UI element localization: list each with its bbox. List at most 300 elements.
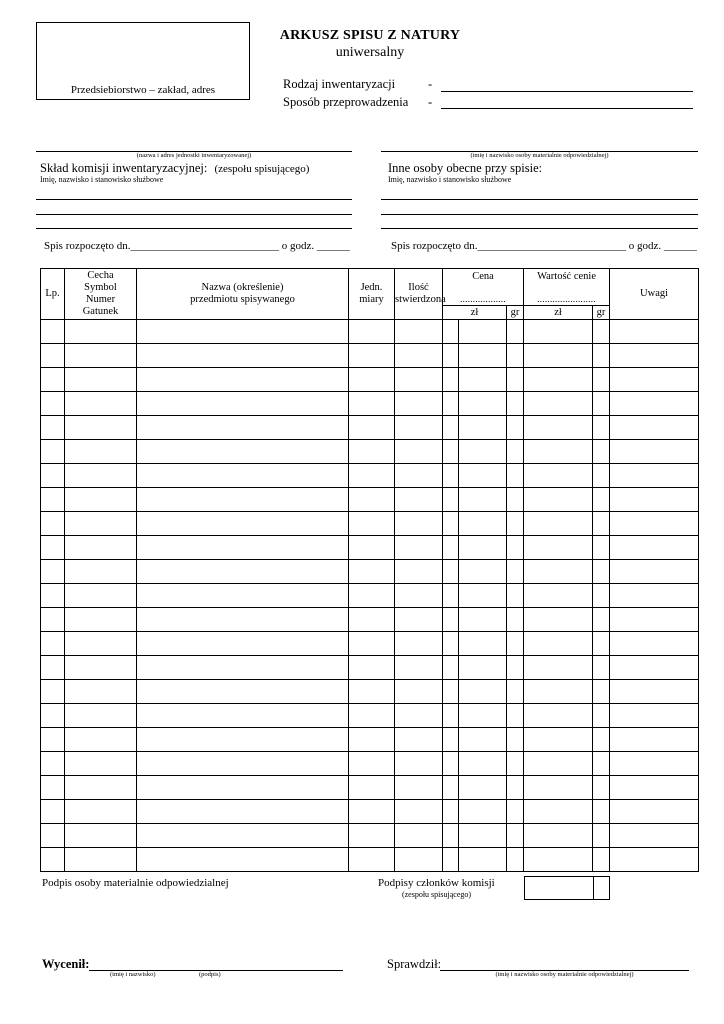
table-cell[interactable] [41,416,65,440]
table-cell[interactable] [65,728,137,752]
commission-line-2[interactable] [36,214,352,215]
table-cell[interactable] [610,656,699,680]
table-cell[interactable] [395,800,443,824]
table-cell[interactable] [137,464,349,488]
table-cell[interactable] [65,440,137,464]
table-cell[interactable] [349,704,395,728]
table-cell[interactable] [524,560,593,584]
table-cell[interactable] [610,344,699,368]
table-cell[interactable] [65,752,137,776]
table-cell[interactable] [65,776,137,800]
header-value-gr: gr [593,306,610,320]
table-cell[interactable] [41,824,65,848]
table-cell[interactable] [507,560,524,584]
table-cell[interactable] [524,320,593,344]
table-cell[interactable] [524,824,593,848]
table-cell[interactable] [41,728,65,752]
table-cell[interactable] [459,344,507,368]
table-cell[interactable] [395,656,443,680]
table-cell[interactable] [443,464,459,488]
table-cell[interactable] [41,536,65,560]
start-right-hour-label: o godz. [628,240,662,252]
others-line-1[interactable] [381,199,698,200]
table-cell[interactable] [41,776,65,800]
table-cell[interactable] [349,536,395,560]
table-cell[interactable] [507,848,524,872]
table-cell[interactable] [459,848,507,872]
table-cell[interactable] [137,824,349,848]
table-cell[interactable] [443,728,459,752]
table-cell[interactable] [443,824,459,848]
table-cell[interactable] [65,368,137,392]
table-cell[interactable] [41,632,65,656]
table-cell[interactable] [395,752,443,776]
table-cell[interactable] [349,392,395,416]
header-value [524,269,610,306]
table-cell[interactable] [507,344,524,368]
table-row [41,560,699,584]
table-cell[interactable] [349,416,395,440]
table-cell[interactable] [610,584,699,608]
table-cell[interactable] [395,440,443,464]
table-row [41,728,699,752]
table-cell[interactable] [65,800,137,824]
table-cell[interactable] [459,320,507,344]
table-cell[interactable] [65,560,137,584]
table-cell[interactable] [524,488,593,512]
table-cell[interactable] [137,704,349,728]
others-line-2[interactable] [381,214,698,215]
table-cell[interactable] [593,440,610,464]
table-cell[interactable] [137,368,349,392]
table-cell[interactable] [507,440,524,464]
table-row [41,752,699,776]
table-row [41,656,699,680]
table-cell[interactable] [507,680,524,704]
table-cell[interactable] [65,512,137,536]
table-cell[interactable] [137,584,349,608]
table-cell[interactable] [459,608,507,632]
table-cell[interactable] [137,440,349,464]
table-cell[interactable] [610,728,699,752]
table-cell[interactable] [507,536,524,560]
table-cell[interactable] [507,704,524,728]
table-cell[interactable] [610,368,699,392]
table-cell[interactable] [524,632,593,656]
table-cell[interactable] [459,512,507,536]
table-cell[interactable] [593,752,610,776]
table-cell[interactable] [524,680,593,704]
table-cell[interactable] [349,320,395,344]
table-cell[interactable] [459,392,507,416]
table-cell[interactable] [41,368,65,392]
header-price-gr: gr [507,306,524,320]
table-cell[interactable] [395,680,443,704]
table-cell[interactable] [610,800,699,824]
table-cell[interactable] [395,728,443,752]
table-cell[interactable] [65,680,137,704]
table-cell[interactable] [524,728,593,752]
table-cell[interactable] [395,344,443,368]
table-cell[interactable] [349,344,395,368]
table-cell[interactable] [65,320,137,344]
table-cell[interactable] [41,608,65,632]
table-cell[interactable] [443,536,459,560]
table-cell[interactable] [443,512,459,536]
table-cell[interactable] [459,368,507,392]
table-cell[interactable] [593,800,610,824]
table-cell[interactable] [610,776,699,800]
table-cell[interactable] [395,848,443,872]
table-cell[interactable] [137,848,349,872]
table-cell[interactable] [459,488,507,512]
table-cell[interactable] [65,608,137,632]
table-cell[interactable] [443,848,459,872]
table-cell[interactable] [593,776,610,800]
table-cell[interactable] [349,368,395,392]
table-cell[interactable] [443,440,459,464]
table-cell[interactable] [349,464,395,488]
commission-line-3[interactable] [36,228,352,229]
table-cell[interactable] [459,560,507,584]
header-mark-1: Cecha [87,270,114,281]
table-cell[interactable] [395,512,443,536]
form-subtitle: uniwersalny [335,45,405,60]
table-cell[interactable] [41,584,65,608]
table-cell[interactable] [443,344,459,368]
table-cell[interactable] [524,656,593,680]
table-cell[interactable] [65,464,137,488]
priced-by-name-caption: (imię i nazwisko) [110,971,156,978]
table-cell[interactable] [524,392,593,416]
table-cell[interactable] [349,512,395,536]
table-cell[interactable] [459,656,507,680]
table-cell[interactable] [459,800,507,824]
table-cell[interactable] [65,344,137,368]
table-cell[interactable] [137,800,349,824]
header-price [443,269,524,306]
commission-line-1[interactable] [36,199,352,200]
table-cell[interactable] [507,320,524,344]
table-cell[interactable] [610,824,699,848]
header-qty-2: stwierdzona [395,294,446,305]
table-cell[interactable] [507,488,524,512]
table-cell[interactable] [593,824,610,848]
header-name-1: Nazwa (określenie) [201,282,284,293]
table-cell[interactable] [41,752,65,776]
table-cell[interactable] [137,560,349,584]
table-cell[interactable] [524,536,593,560]
company-box[interactable] [36,22,250,100]
table-cell[interactable] [507,464,524,488]
table-cell[interactable] [41,848,65,872]
table-cell[interactable] [65,824,137,848]
header-name-2: przedmiotu spisywanego [190,294,295,305]
table-cell[interactable] [593,704,610,728]
table-cell[interactable] [395,392,443,416]
table-cell[interactable] [137,344,349,368]
table-cell[interactable] [524,464,593,488]
form-title: ARKUSZ SPISU Z NATURY [279,28,461,43]
table-cell[interactable] [593,584,610,608]
table-cell[interactable] [395,416,443,440]
table-cell[interactable] [524,440,593,464]
table-cell[interactable] [349,728,395,752]
table-row [41,776,699,800]
table-cell[interactable] [459,632,507,656]
table-cell[interactable] [524,584,593,608]
table-cell[interactable] [137,728,349,752]
table-row [41,800,699,824]
table-cell[interactable] [507,368,524,392]
table-cell[interactable] [443,584,459,608]
table-cell[interactable] [610,392,699,416]
table-cell[interactable] [610,488,699,512]
table-cell[interactable] [395,488,443,512]
table-cell[interactable] [41,392,65,416]
table-cell[interactable] [443,488,459,512]
inventory-type-label: Rodzaj inwentaryzacji [283,77,396,91]
table-cell[interactable] [507,392,524,416]
table-cell[interactable] [137,392,349,416]
table-cell[interactable] [65,632,137,656]
table-cell[interactable] [395,584,443,608]
table-cell[interactable] [65,656,137,680]
table-cell[interactable] [610,704,699,728]
table-cell[interactable] [524,608,593,632]
table-cell[interactable] [593,560,610,584]
table-cell[interactable] [593,632,610,656]
table-cell[interactable] [137,416,349,440]
table-cell[interactable] [41,800,65,824]
table-cell[interactable] [137,320,349,344]
table-cell[interactable] [593,512,610,536]
table-cell[interactable] [507,728,524,752]
table-cell[interactable] [507,632,524,656]
table-cell[interactable] [41,680,65,704]
table-cell[interactable] [459,776,507,800]
table-cell[interactable] [610,512,699,536]
table-cell[interactable] [593,344,610,368]
table-cell[interactable] [459,704,507,728]
table-cell[interactable] [41,344,65,368]
table-cell[interactable] [395,536,443,560]
table-cell[interactable] [41,440,65,464]
table-cell[interactable] [349,560,395,584]
table-cell[interactable] [459,584,507,608]
table-cell[interactable] [137,536,349,560]
table-row [41,632,699,656]
table-cell[interactable] [610,320,699,344]
table-cell[interactable] [349,752,395,776]
table-cell[interactable] [524,800,593,824]
table-cell[interactable] [349,488,395,512]
table-cell[interactable] [524,416,593,440]
table-cell[interactable] [349,440,395,464]
table-cell[interactable] [593,392,610,416]
table-cell[interactable] [593,488,610,512]
table-cell[interactable] [593,464,610,488]
table-cell[interactable] [443,416,459,440]
table-cell[interactable] [41,704,65,728]
header-mark-4: Gatunek [82,306,119,317]
table-row [41,368,699,392]
table-cell[interactable] [593,656,610,680]
table-cell[interactable] [507,512,524,536]
table-cell[interactable] [507,608,524,632]
table-cell[interactable] [610,848,699,872]
table-cell[interactable] [507,584,524,608]
table-cell[interactable] [395,608,443,632]
inventory-method-label: Sposób przeprowadzenia [283,95,409,109]
table-cell[interactable] [443,368,459,392]
others-line-3[interactable] [381,228,698,229]
table-cell[interactable] [41,488,65,512]
table-cell[interactable] [137,656,349,680]
table-cell[interactable] [507,800,524,824]
table-cell[interactable] [610,440,699,464]
table-cell[interactable] [65,392,137,416]
table-cell[interactable] [395,464,443,488]
table-cell[interactable] [65,704,137,728]
table-cell[interactable] [65,848,137,872]
table-cell[interactable] [524,512,593,536]
table-cell[interactable] [443,776,459,800]
table-cell[interactable] [610,464,699,488]
table-cell[interactable] [443,392,459,416]
start-right[interactable] [391,240,697,252]
table-cell[interactable] [349,584,395,608]
others-title: Inne osoby obecne przy spisie: [388,161,543,175]
table-cell[interactable] [610,680,699,704]
commission-signature-box[interactable] [524,876,610,900]
header-price-dots: .................. [460,294,506,304]
table-cell[interactable] [524,368,593,392]
table-cell[interactable] [349,656,395,680]
inventory-type-dash: - [428,77,433,91]
table-cell[interactable] [443,608,459,632]
table-cell[interactable] [137,608,349,632]
table-cell[interactable] [349,632,395,656]
start-left-label: Spis rozpoczęto dn. [44,240,131,252]
inventory-type-field[interactable] [441,91,693,92]
table-cell[interactable] [443,800,459,824]
table-cell[interactable] [459,416,507,440]
table-cell[interactable] [443,704,459,728]
table-cell[interactable] [459,728,507,752]
table-cell[interactable] [349,824,395,848]
table-cell[interactable] [137,776,349,800]
table-cell[interactable] [41,512,65,536]
table-cell[interactable] [443,320,459,344]
table-cell[interactable] [610,416,699,440]
table-cell[interactable] [137,512,349,536]
table-cell[interactable] [610,608,699,632]
table-cell[interactable] [443,656,459,680]
table-cell[interactable] [610,560,699,584]
table-cell[interactable] [610,752,699,776]
table-cell[interactable] [65,488,137,512]
table-cell[interactable] [524,848,593,872]
table-cell[interactable] [459,752,507,776]
table-cell[interactable] [610,536,699,560]
inventory-method-field[interactable] [441,108,693,109]
table-cell[interactable] [41,656,65,680]
table-cell[interactable] [443,752,459,776]
table-cell[interactable] [349,680,395,704]
table-cell[interactable] [443,632,459,656]
table-cell[interactable] [395,704,443,728]
table-cell[interactable] [137,488,349,512]
table-cell[interactable] [395,560,443,584]
table-cell[interactable] [137,752,349,776]
table-cell[interactable] [507,776,524,800]
table-cell[interactable] [137,680,349,704]
table-cell[interactable] [593,728,610,752]
table-cell[interactable] [65,416,137,440]
table-cell[interactable] [395,824,443,848]
table-cell[interactable] [443,680,459,704]
table-cell[interactable] [41,560,65,584]
table-cell[interactable] [593,848,610,872]
table-cell[interactable] [349,608,395,632]
table-cell[interactable] [65,584,137,608]
table-cell[interactable] [610,632,699,656]
table-row [41,464,699,488]
table-cell[interactable] [507,752,524,776]
table-row [41,512,699,536]
table-cell[interactable] [459,680,507,704]
table-cell[interactable] [593,680,610,704]
table-cell[interactable] [395,368,443,392]
table-cell[interactable] [349,800,395,824]
table-cell[interactable] [395,776,443,800]
header-qty [395,269,446,320]
table-cell[interactable] [593,320,610,344]
start-left[interactable] [44,240,350,252]
table-cell[interactable] [459,824,507,848]
table-cell[interactable] [349,776,395,800]
table-cell[interactable] [507,824,524,848]
table-cell[interactable] [395,320,443,344]
table-row [41,440,699,464]
table-cell[interactable] [507,656,524,680]
table-cell[interactable] [395,632,443,656]
table-cell[interactable] [593,608,610,632]
table-cell[interactable] [41,320,65,344]
table-row [41,608,699,632]
table-cell[interactable] [524,704,593,728]
table-cell[interactable] [41,464,65,488]
table-cell[interactable] [593,368,610,392]
table-cell[interactable] [593,416,610,440]
table-cell[interactable] [65,536,137,560]
table-cell[interactable] [459,536,507,560]
table-cell[interactable] [459,440,507,464]
table-cell[interactable] [459,464,507,488]
table-cell[interactable] [593,536,610,560]
header-mark-2: Symbol [84,282,117,293]
table-cell[interactable] [349,848,395,872]
table-cell[interactable] [524,776,593,800]
table-cell[interactable] [524,752,593,776]
table-cell[interactable] [137,632,349,656]
table-cell[interactable] [507,416,524,440]
header-price-label: Cena [472,271,494,282]
table-cell[interactable] [443,560,459,584]
header-price-zl: zł [443,306,507,320]
table-cell[interactable] [524,344,593,368]
